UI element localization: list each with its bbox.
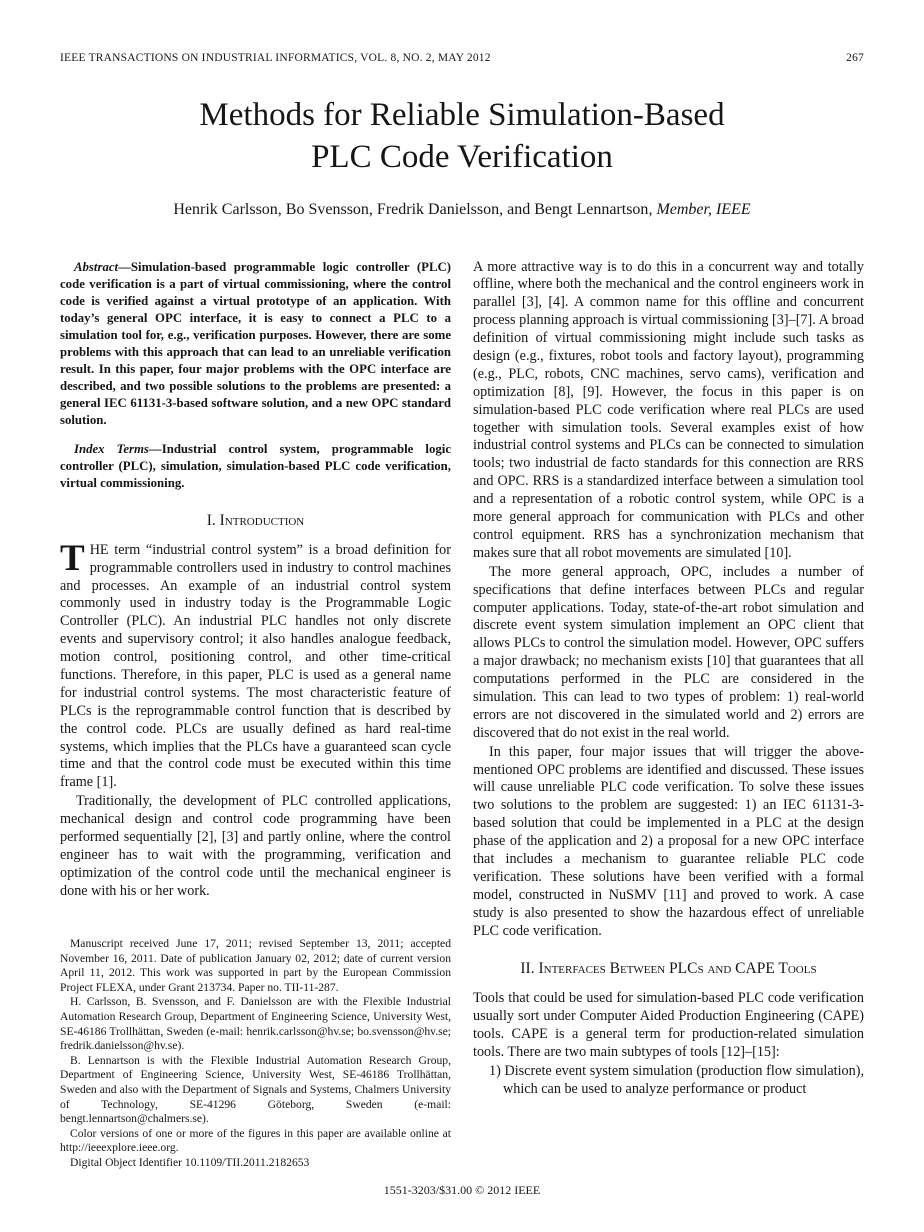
- author-member-suffix: , Member, IEEE: [648, 200, 751, 218]
- intro-paragraph-3: A more attractive way is to do this in a concurrent way and totally offline, where both the mechanical and the control engineers work in parallel [3], [4]. A common name for this offline and concurrent process planning approach is virtual commissioning [3]–[7]. A broad definition of virtual commissioning might include such tasks as design (e.g., fixtures, robot tools and factory layout), programming (e.g., PLC, robots, CNC machines, servo cams), verification and optimization [8], [9]. However, the focus in this paper is on simulation-based PLC code verification where real PLCs are used together with simulation tools. Several examples exist of how industrial control systems and PLCs can be connected to simulation tools; two industrial de facto standards for this connection are RRS and OPC. RRS is a standardized interface between a simulation tool and a representation of a robotic control system, while OPC is a more general approach for communication with PLCs and other control equipment. RRS has a synchronization mechanism that makes sure that all robot movements are simulated [10].: [473, 258, 864, 561]
- journal-title: IEEE TRANSACTIONS ON INDUSTRIAL INFORMATICS, VOL. 8, NO. 2, MAY 2012: [60, 52, 491, 64]
- index-terms-label: Index Terms—: [74, 441, 162, 456]
- section-heading-introduction: I. Introduction: [206, 511, 305, 529]
- paper-title-line1: Methods for Reliable Simulation-Based: [199, 97, 725, 133]
- footnote-color-versions: Color versions of one or more of the figures in this paper are available online at http://ieeexplore.ieee.org.: [60, 1126, 451, 1155]
- page-number: 267: [846, 52, 864, 64]
- abstract-text: Simulation-based programmable logic controller (PLC) code verification is a part of virtual commissioning, where the control code is verified against a virtual prototype of an application. With today’s general OPC interface, it is easy to connect a PLC to a simulation tool for, e.g., verification purposes. However, there are some problems with this approach that can lead to an unreliable verification result. In this paper, four major problems with the OPC interface are described, and two possible solutions to the problems are presented: a general IEC 61131-3-based software solution, and a new OPC standard solution.: [60, 259, 451, 427]
- footnote-doi: Digital Object Identifier 10.1109/TII.2011.2182653: [70, 1155, 310, 1169]
- intro-paragraph-2: Traditionally, the development of PLC controlled applications, mechanical design and control code programming have been performed sequentially [2], [3] and partly online, where the control engineer has to wait with the programming, verification and optimization of the control code until the mechanical engineer is done with his or her work.: [60, 793, 451, 899]
- copyright-line: 1551-3203/$31.00 © 2012 IEEE: [383, 1183, 541, 1197]
- author-names: Henrik Carlsson, Bo Svensson, Fredrik Danielsson, and Bengt Lennartson: [173, 200, 649, 218]
- intro-paragraph-1: [60, 537, 451, 792]
- intro-paragraph-5: In this paper, four major issues that will trigger the above-mentioned OPC problems are identified and discussed. These issues will cause unreliable PLC code verification. To solve these issues two solutions to the problem are suggested: 1) an IEC 61131-3-based solution that could be implemented in a PLC at the design phase of the application and 2) a proposal for a new OPC interface that includes a mechanism to guarantee reliable PLC code verification. These solutions have been verified with a formal model, constructed in NuSMV [11] and proved to work. A case study is also presented to show the hazardous effect of unreliable PLC code verification.: [473, 743, 864, 939]
- first-page-footnotes: [60, 923, 451, 1171]
- paper-title: [60, 94, 864, 178]
- footnote-manuscript: Manuscript received June 17, 2011; revised September 13, 2011; accepted November 16, 2011. Date of publication January 02, 2012; date of current version April 11, 2012. This work was supported in part by the European Commission Project FLEXA, under Grant 213734. Paper no. TII-11-287.: [60, 937, 451, 994]
- right-column: [473, 259, 864, 1171]
- author-line: [60, 201, 864, 219]
- drop-cap: T: [60, 537, 85, 579]
- index-terms: [60, 441, 451, 492]
- intro-paragraph-1-text: HE term “industrial control system” is a broad definition for programmable controllers used in industry to control machines and processes. An example of an industrial control system commonly used in industry today is the Programmable Logic Controller (PLC). An industrial PLC handles not only discrete events and supervisory control; it also handles analogue feedback, motion control, positioning control, and other time-critical functions. Therefore, in this paper, PLC is used as a general name for industrial control systems. The most characteristic feature of PLCs is the reprogrammable control function that is described by the control code. PLCs are usually defined as hard real-time systems, which implies that the PLCs have a guaranteed scan cycle time and that the control code must be executed within this time frame [1].: [60, 541, 451, 791]
- abstract-label: Abstract—: [74, 259, 131, 274]
- footnote-affiliation-2: B. Lennartson is with the Flexible Industrial Automation Research Group, Department of Engineering Science, University West, SE-46186 Trollhättan, Sweden and also with the Department of Signals and Systems, Chalmers University of Technology, SE-41296 Göteborg, Sweden (e-mail: bengt.lennartson@chalmers.se).: [60, 1053, 451, 1126]
- numbered-list-item-1: 1) Discrete event system simulation (production flow simulation), which can be used to analyze performance or product: [489, 1062, 864, 1097]
- two-column-body: [60, 259, 864, 1171]
- intro-paragraph-4: The more general approach, OPC, includes a number of specifications that define interfaces between PLCs and regular computer applications. Today, state-of-the-art robot simulation and discrete event system simulation implement an OPC client that allows PLCs to control the simulation model. However, OPC suffers a major drawback; no mechanism exists [10] that guarantees that all computations performed in the PLC are considered in the simulation. This can lead to two types of problem: 1) real-world errors are not discovered in the simulated world and 2) errors are discovered that do not exist in the real world.: [473, 563, 864, 741]
- section2-paragraph-1: Tools that could be used for simulation-based PLC code verification usually sort under Computer Aided Production Engineering (CAPE) tools. CAPE is a general term for production-related simulation tools. There are two main subtypes of tools [12]–[15]:: [473, 990, 864, 1061]
- left-column: [60, 259, 451, 1171]
- section-heading-interfaces: II. Interfaces Between PLCs and CAPE Tools: [520, 960, 817, 978]
- index-terms-text: Industrial control system, programmable logic controller (PLC), simulation, simulation-based PLC code verification, virtual commissioning.: [60, 441, 451, 490]
- paper-title-line2: PLC Code Verification: [311, 139, 613, 176]
- footnote-affiliation-1: H. Carlsson, B. Svensson, and F. Danielsson are with the Flexible Industrial Automation Research Group, Department of Engineering Science, University West, SE-46186 Trollhättan, Sweden (e-mail: henrik.carlsson@hv.se; bo.svensson@hv.se; fredrik.danielsson@hv.se).: [60, 995, 451, 1053]
- running-head: [60, 52, 864, 64]
- abstract: [60, 259, 451, 429]
